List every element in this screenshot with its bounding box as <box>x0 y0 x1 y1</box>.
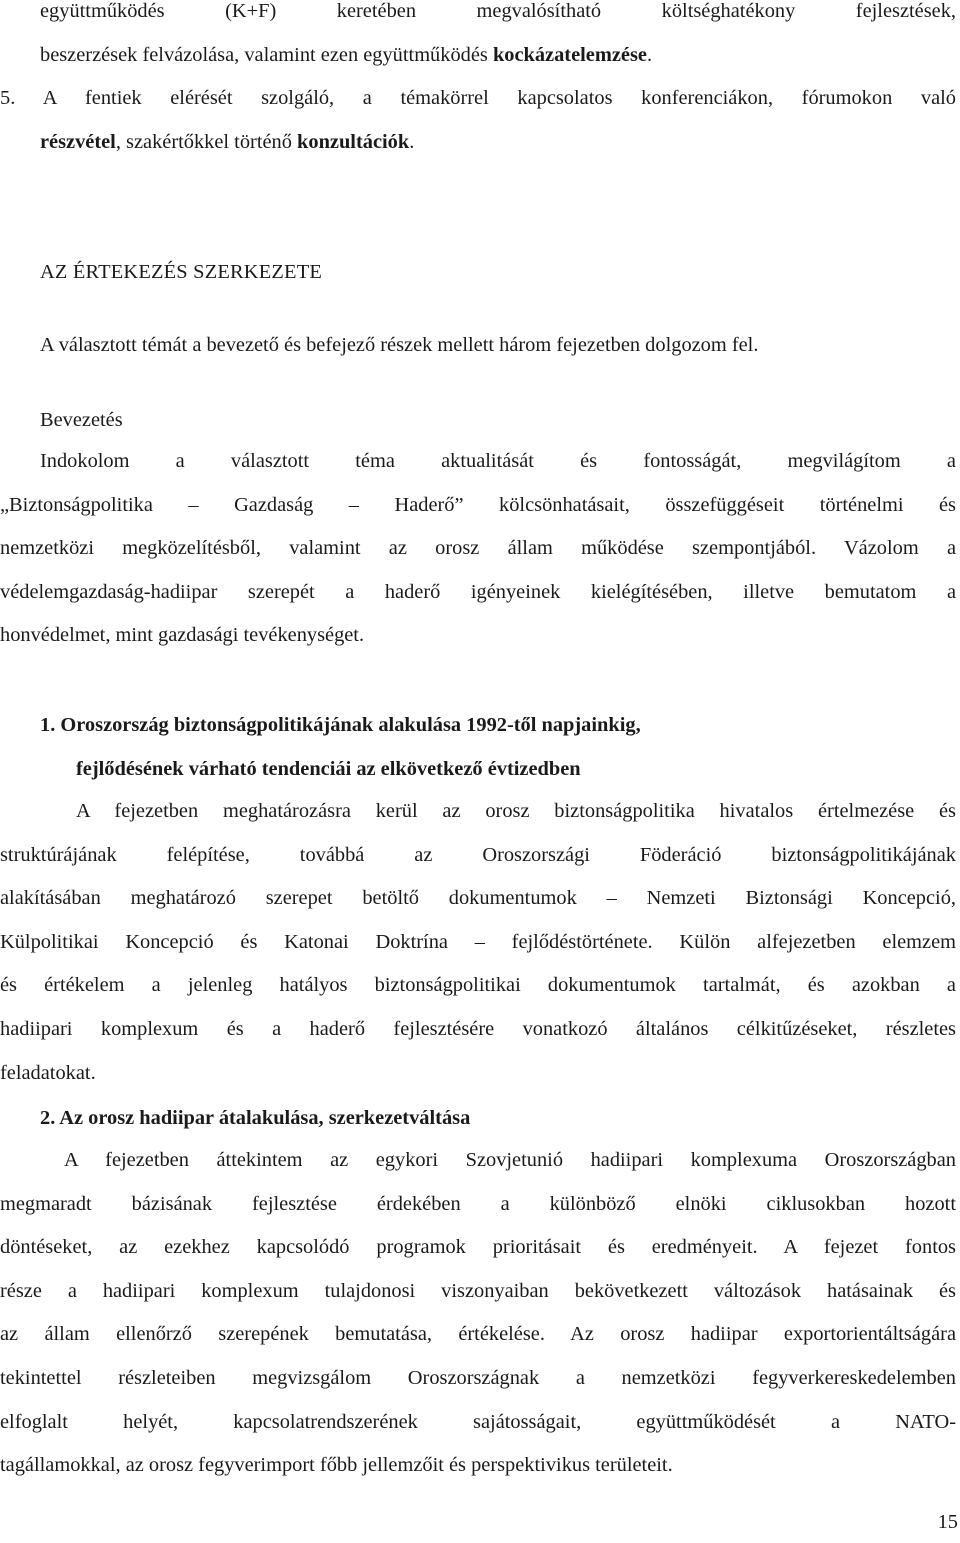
text-line: nemzetközi megközelítésből, valamint az orosz állam működése szempontjából. Vázolom a <box>0 537 956 560</box>
bold-term: részvétel <box>40 130 116 153</box>
text-line: alakításában meghatározó szerepet betöltő dokumentumok – Nemzeti Biztonsági Koncepció, <box>0 887 956 910</box>
text-line: 5. A fentiek elérését szolgáló, a témakörrel kapcsolatos konferenciákon, fórumokon való <box>0 87 956 109</box>
text-line: tekintettel részleteiben megvizsgálom Oroszországnak a nemzetközi fegyverkereskedelemben <box>0 1366 956 1389</box>
section-intro: A választott témát a bevezető és befejező részek mellett három fejezetben dolgozom fel. <box>40 334 759 356</box>
bold-term: kockázatelemzése <box>492 43 647 66</box>
text-line: Külpolitikai Koncepció és Katonai Doktrína – fejlődéstörténete. Külön alfejezetben elemzem <box>0 930 956 953</box>
text-line: A fejezetben meghatározásra kerül az orosz biztonságpolitika hivatalos értelmezése és <box>76 800 956 822</box>
text-line: Indokolom a választott téma aktualitását és fontosságát, megvilágítom a <box>40 450 956 472</box>
text-line: „Biztonságpolitika – Gazdaság – Haderő” kölcsönhatásait, összefüggéseit történelmi és <box>0 493 956 516</box>
subsection-title-bevezetes: Bevezetés <box>40 409 123 431</box>
top-paragraph <box>40 0 956 77</box>
page-number: 15 <box>937 1511 958 1533</box>
section-title: AZ ÉRTEKEZÉS SZERKEZETE <box>40 261 323 283</box>
text-line: részvétel, szakértőkkel történő konzultációk. <box>40 130 415 153</box>
text-line: védelemgazdaság-hadiipar szerepét a haderő igényeinek kielégítésében, illetve bemutatom a <box>0 580 956 603</box>
text-line: együttműködés (K+F) keretében megvalósítható költséghatékony fejlesztések, <box>40 0 956 22</box>
chapter-1-title: 1. Oroszország biztonságpolitikájának alakulása 1992-től napjainkig, fejlődésének várható tendenciái az elkövetkező évtizedben <box>40 714 641 780</box>
text-line: része a hadiipari komplexum tulajdonosi viszonyaiban bekövetkezett változások hatásainak és <box>0 1279 956 1302</box>
chapter-1-paragraph <box>0 790 956 1095</box>
list-item-5 <box>0 77 956 164</box>
text-line: feladatokat. <box>0 1061 96 1084</box>
text-line: az állam ellenőrző szerepének bemutatása, értékelése. Az orosz hadiipar exportorientáltságára <box>0 1323 956 1346</box>
text-line: A fejezetben áttekintem az egykori Szovjetunió hadiipari komplexuma Oroszországban <box>64 1149 956 1171</box>
text-line: struktúrájának felépítése, továbbá az Oroszországi Föderáció biztonságpolitikájának <box>0 843 956 866</box>
chapter-2-title: 2. Az orosz hadiipar átalakulása, szerkezetváltása <box>40 1107 471 1129</box>
bold-term: konzultációk <box>297 130 410 153</box>
text-line: hadiipari komplexum és a haderő fejlesztésére vonatkozó általános célkitűzéseket, részletes <box>0 1017 956 1040</box>
text-line: honvédelmet, mint gazdasági tevékenységet. <box>0 624 365 647</box>
text-line: elfoglalt helyét, kapcsolatrendszerének sajátosságait, együttműködését a NATO- <box>0 1410 956 1433</box>
text-line: beszerzések felvázolása, valamint ezen együttműködés kockázatelemzése. <box>40 43 653 66</box>
bevezetes-paragraph <box>0 440 956 658</box>
text-line: tagállamokkal, az orosz fegyverimport főbb jellemzőit és perspektivikus területeit. <box>0 1454 673 1477</box>
chapter-2-paragraph <box>0 1139 956 1488</box>
text-line: megmaradt bázisának fejlesztése érdekében a különböző elnöki ciklusokban hozott <box>0 1192 956 1215</box>
text-line: döntéseket, az ezekhez kapcsolódó programok prioritásait és eredményeit. A fejezet fontos <box>0 1236 956 1259</box>
text-line: és értékelem a jelenleg hatályos biztonságpolitikai dokumentumok tartalmát, és azokban a <box>0 974 956 997</box>
